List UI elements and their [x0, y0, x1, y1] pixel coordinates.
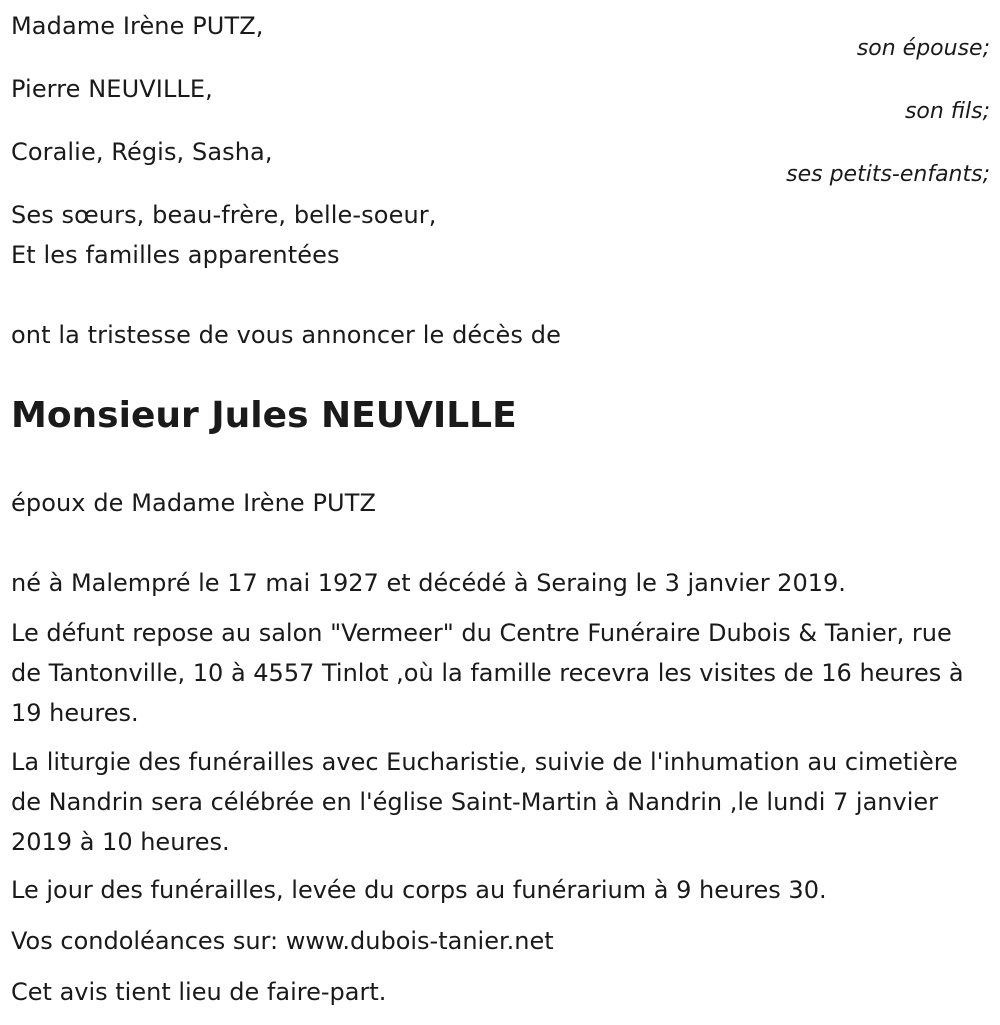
siblings-line: Ses sœurs, beau-frère, belle-soeur,: [11, 201, 437, 229]
announcement-line: ont la tristesse de vous annoncer le décès de: [11, 321, 561, 349]
condolences-paragraph: Vos condoléances sur: www.dubois-tanier.net: [11, 927, 554, 955]
repose-paragraph: Le défunt repose au salon "Vermeer" du Centre Funéraire Dubois & Tanier, rue de Tantonville, 10 à 4557 Tinlot ,où la famille recevra les visites de 16 heures à 19 heures.: [11, 619, 964, 727]
birth-death-paragraph: né à Malempré le 17 mai 1927 et décédé à Seraing le 3 janvier 2019.: [11, 569, 846, 597]
closing-paragraph: Cet avis tient lieu de faire-part.: [11, 978, 387, 1006]
family-name-1: Madame Irène PUTZ,: [11, 12, 264, 40]
levee-paragraph: Le jour des funérailles, levée du corps au funérarium à 9 heures 30.: [11, 876, 827, 904]
family-relation-1: son épouse;: [856, 36, 990, 61]
family-name-2: Pierre NEUVILLE,: [11, 75, 213, 103]
spouse-line: époux de Madame Irène PUTZ: [11, 489, 377, 517]
families-line: Et les familles apparentées: [11, 241, 340, 269]
deceased-name: Monsieur Jules NEUVILLE: [11, 395, 517, 436]
family-relation-3: ses petits-enfants;: [786, 162, 990, 187]
family-name-3: Coralie, Régis, Sasha,: [11, 138, 273, 166]
liturgy-paragraph: La liturgie des funérailles avec Eucharistie, suivie de l'inhumation au cimetière de Nandrin sera célébrée en l'église Saint-Martin à Nandrin ,le lundi 7 janvier 2019 à 10 heures.: [11, 748, 958, 856]
family-relation-2: son fils;: [904, 99, 990, 124]
